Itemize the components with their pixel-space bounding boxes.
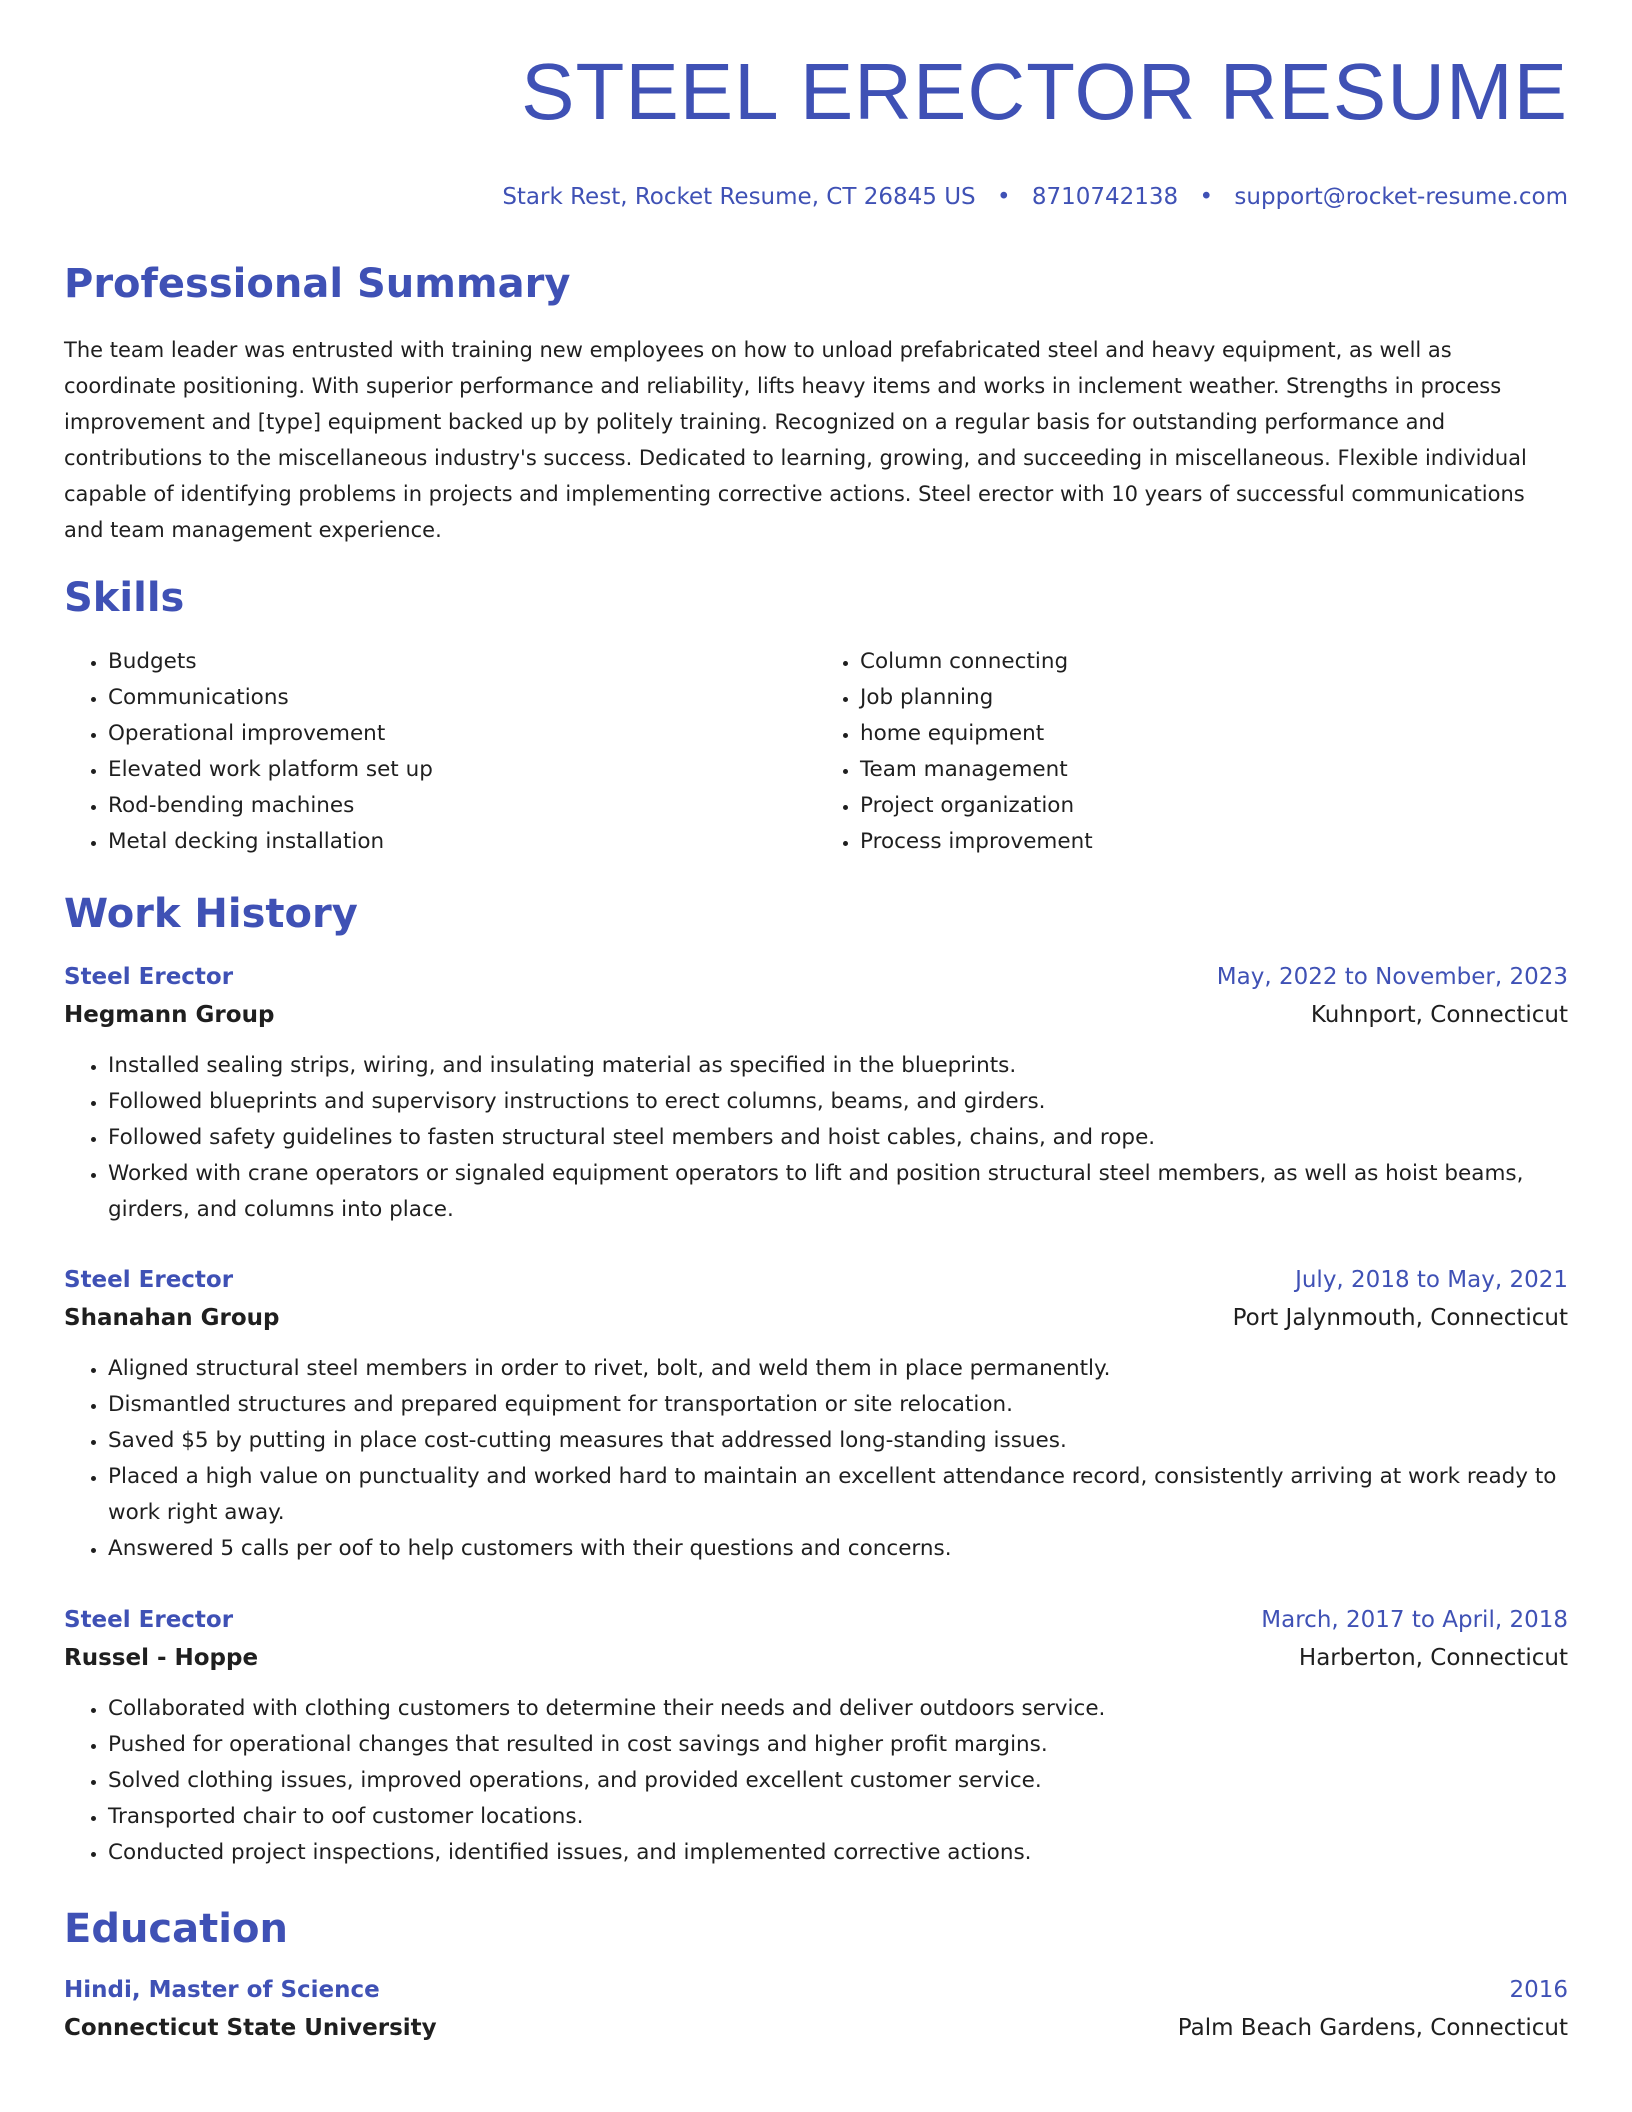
job-bullet: • Dismantled structures and prepared equipment for transportation or site relocation.: [108, 1387, 1568, 1423]
summary-text: The team leader was entrusted with training new employees on how to unload prefabricated steel and heavy equipment, as well as coordinate positioning. With superior performance and reliability, lifts heavy items and works in inclement weather. Strengths in process improvement and [type] equipment backed up by politely training. Recognized on a regular basis for outstanding performance and contributions to the miscellaneous industry's success. Dedicated to learning, growing, and succeeding in miscellaneous. Flexible individual capable of identifying problems in projects and implementing corrective actions. Steel erector with 10 years of successful communications and team management experience.: [64, 338, 1527, 542]
job-company: Shanahan Group: [64, 1305, 280, 1331]
job-title: Steel Erector: [64, 1267, 234, 1293]
skill-item: • Job planning: [860, 680, 1568, 716]
work-history-section: [64, 890, 1568, 938]
job-bullets: [64, 1048, 1568, 1228]
job-header: [64, 1601, 1568, 1639]
education-year: 2016: [1509, 1977, 1568, 2003]
job-bullet: • Pushed for operational changes that resulted in cost savings and higher profit margins.: [108, 1727, 1568, 1763]
work-history-heading: Work History: [64, 891, 358, 937]
skill-item: • Team management: [860, 752, 1568, 788]
contact-line: [502, 182, 1568, 212]
skills-list-right: [816, 644, 1568, 860]
job-bullets: [64, 1351, 1568, 1567]
job-header: [64, 958, 1568, 996]
skill-item: • Project organization: [860, 788, 1568, 824]
job-entry: [64, 1601, 1568, 1871]
skill-item: • Budgets: [108, 644, 816, 680]
job-subheader: [64, 1299, 1568, 1337]
resume-title: STEEL ERECTOR RESUME: [521, 47, 1568, 136]
job-bullet: • Collaborated with clothing customers to determine their needs and deliver outdoors service.: [108, 1691, 1568, 1727]
education-degree: Hindi, Master of Science: [64, 1977, 380, 2003]
skill-item: • Operational improvement: [108, 716, 816, 752]
skill-item: • home equipment: [860, 716, 1568, 752]
contact-separator: •: [996, 184, 1011, 210]
job-bullet: • Saved $5 by putting in place cost-cutting measures that addressed long-standing issues.: [108, 1423, 1568, 1459]
job-bullet: • Answered 5 calls per oof to help customers with their questions and concerns.: [108, 1531, 1568, 1567]
job-bullet: • Placed a high value on punctuality and worked hard to maintain an excellent attendance record, consistently arriving at work ready to work right away.: [108, 1459, 1568, 1531]
skills-heading: Skills: [64, 575, 185, 621]
job-subheader: [64, 996, 1568, 1034]
contact-phone: 8710742138: [1031, 184, 1179, 210]
job-bullet: • Followed safety guidelines to fasten structural steel members and hoist cables, chains, and rope.: [108, 1120, 1568, 1156]
job-title: Steel Erector: [64, 1607, 234, 1633]
job-company: Hegmann Group: [64, 1002, 275, 1028]
job-dates: July, 2018 to May, 2021: [1295, 1267, 1568, 1293]
job-location: Port Jalynmouth, Connecticut: [1232, 1305, 1568, 1331]
skill-item: • Metal decking installation: [108, 824, 816, 860]
education-entry: [64, 1971, 1568, 2047]
contact-address: Stark Rest, Rocket Resume, CT 26845 US: [502, 184, 976, 210]
job-location: Harberton, Connecticut: [1298, 1645, 1568, 1671]
job-bullet: • Installed sealing strips, wiring, and insulating material as specified in the blueprints.: [108, 1048, 1568, 1084]
job-dates: March, 2017 to April, 2018: [1261, 1607, 1568, 1633]
job-entry: [64, 1261, 1568, 1567]
skill-item: • Process improvement: [860, 824, 1568, 860]
education-location: Palm Beach Gardens, Connecticut: [1177, 2015, 1568, 2041]
job-subheader: [64, 1639, 1568, 1677]
skill-item: • Elevated work platform set up: [108, 752, 816, 788]
education-subheader: [64, 2009, 1568, 2047]
skill-item: • Communications: [108, 680, 816, 716]
job-bullet: • Solved clothing issues, improved operations, and provided excellent customer service.: [108, 1763, 1568, 1799]
job-dates: May, 2022 to November, 2023: [1216, 964, 1568, 990]
job-header: [64, 1261, 1568, 1299]
job-bullet: • Followed blueprints and supervisory instructions to erect columns, beams, and girders.: [108, 1084, 1568, 1120]
contact-email: support@rocket-resume.com: [1234, 184, 1568, 210]
job-bullet: • Worked with crane operators or signaled equipment operators to lift and position structural steel members, as well as hoist beams, girders, and columns into place.: [108, 1156, 1568, 1228]
job-bullet: • Transported chair to oof customer locations.: [108, 1799, 1568, 1835]
job-title: Steel Erector: [64, 964, 234, 990]
job-bullet: • Conducted project inspections, identified issues, and implemented corrective actions.: [108, 1835, 1568, 1871]
job-company: Russel - Hoppe: [64, 1645, 259, 1671]
skills-list-left: [64, 644, 816, 860]
skills-section: [64, 574, 1568, 860]
summary-heading: Professional Summary: [64, 261, 571, 307]
education-heading: Education: [64, 1906, 288, 1952]
skills-grid: [64, 644, 1568, 860]
job-bullet: • Aligned structural steel members in order to rivet, bolt, and weld them in place permanently.: [108, 1351, 1568, 1387]
education-section: [64, 1905, 1568, 2047]
job-bullets: [64, 1691, 1568, 1871]
summary-section: [64, 260, 1568, 548]
job-entry: [64, 958, 1568, 1228]
skill-item: • Column connecting: [860, 644, 1568, 680]
education-school: Connecticut State University: [64, 2015, 437, 2041]
education-header: [64, 1971, 1568, 2009]
skill-item: • Rod-bending machines: [108, 788, 816, 824]
contact-separator: •: [1199, 184, 1214, 210]
job-location: Kuhnport, Connecticut: [1310, 1002, 1568, 1028]
